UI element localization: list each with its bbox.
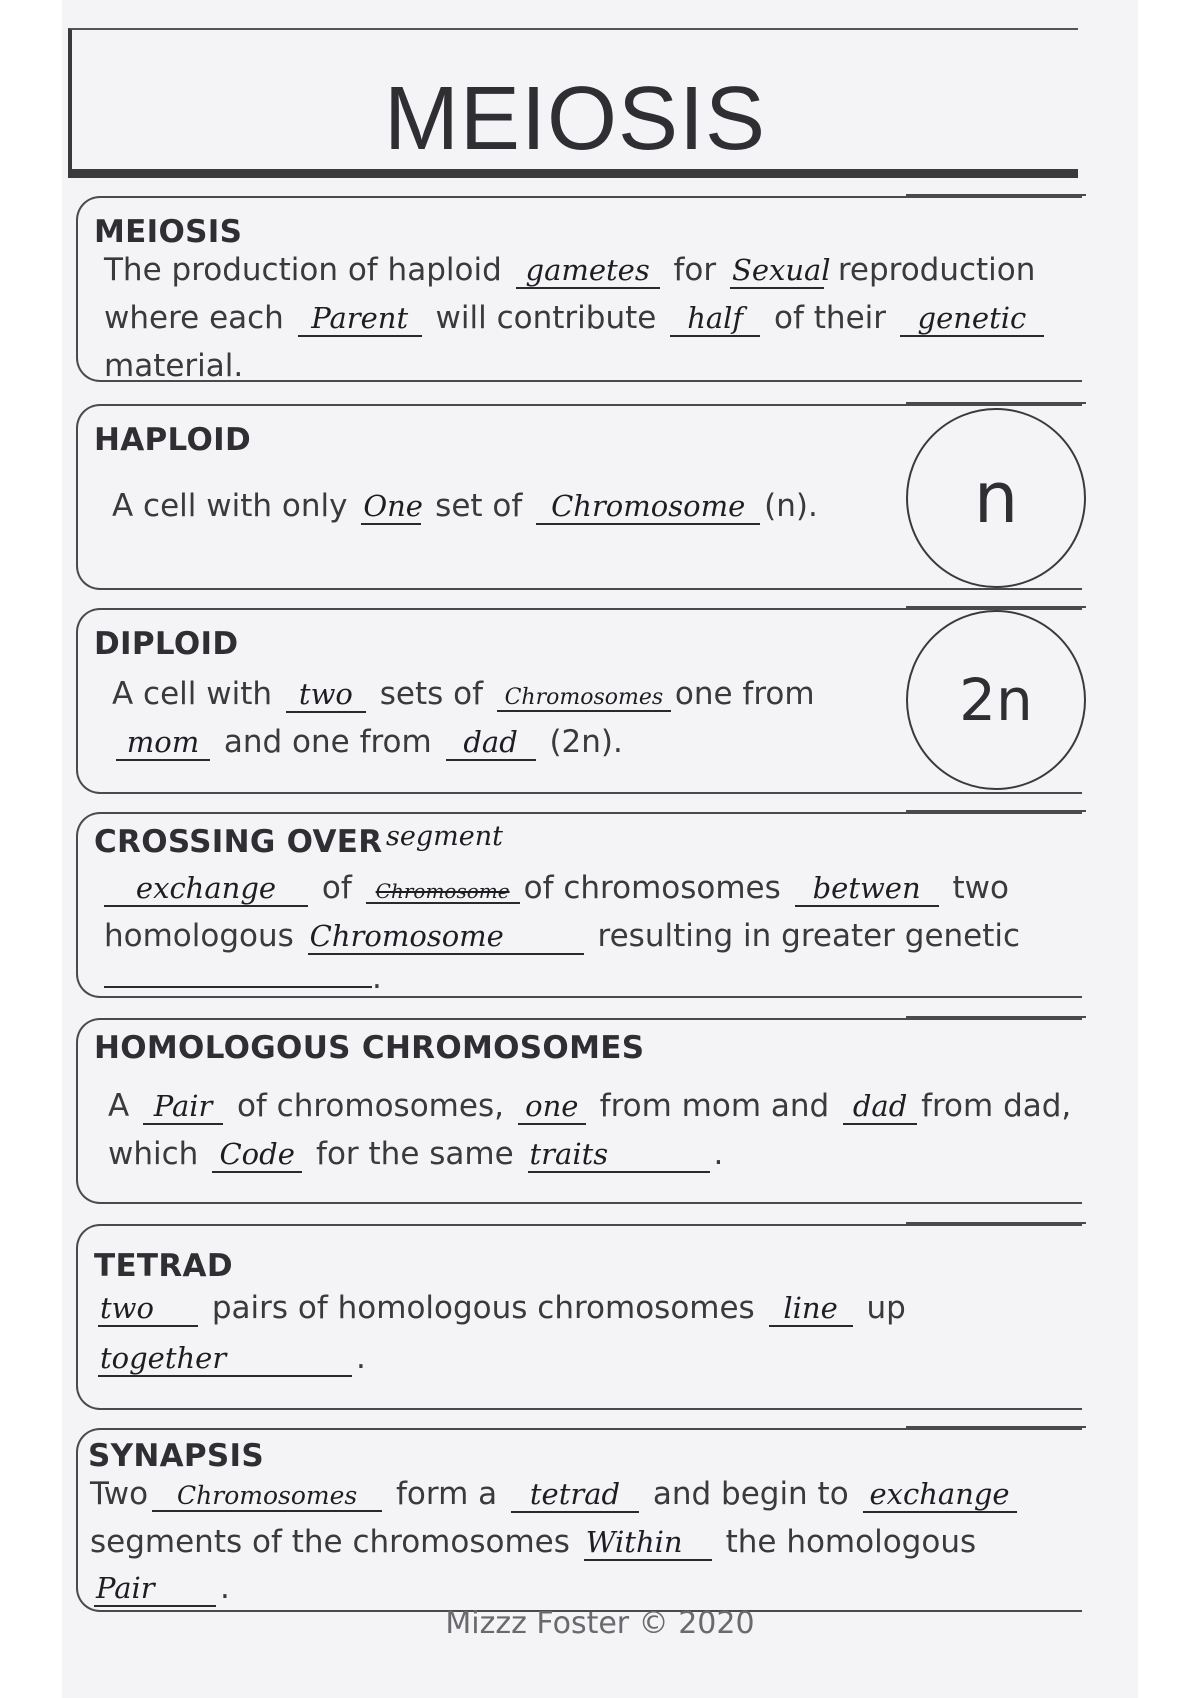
definition-text: .: [220, 1570, 230, 1606]
term-crossing-over: CROSSING OVER: [94, 824, 383, 860]
definition-line: [112, 676, 815, 713]
definition-line: [90, 1570, 230, 1607]
definition-line: [94, 1340, 366, 1377]
handwritten-answer: mom: [116, 727, 210, 761]
handwritten-answer: One: [363, 489, 423, 523]
definition-text: of chromosomes: [523, 870, 781, 906]
definition-text: A: [108, 1088, 130, 1124]
term-synapsis: SYNAPSIS: [88, 1438, 265, 1474]
diploid-symbol: 2n: [959, 666, 1033, 734]
definition-text: two: [952, 870, 1009, 906]
card-crossing-over: [76, 812, 1082, 998]
definition-line: [104, 960, 382, 996]
haploid-symbol: n: [973, 457, 1019, 539]
definition-text: resulting in greater genetic: [597, 918, 1021, 954]
copyright-footer: Mizzz Foster © 2020: [445, 1606, 755, 1641]
term-homologous-chromosomes: HOMOLOGOUS CHROMOSOMES: [94, 1030, 645, 1066]
definition-text: material.: [104, 348, 244, 384]
handwritten-answer: line: [769, 1293, 853, 1327]
handwritten-answer: genetic: [900, 303, 1044, 337]
definition-text: for: [673, 252, 717, 288]
handwritten-answer: one: [518, 1091, 586, 1125]
handwritten-answer: traits: [528, 1139, 710, 1173]
term-haploid: HAPLOID: [94, 422, 252, 458]
definition-text: homologous: [104, 918, 294, 954]
definition-line: [104, 300, 1048, 337]
definition-text: from dad,: [921, 1088, 1072, 1124]
definition-text: reproduction: [837, 252, 1036, 288]
definition-text: set of: [435, 488, 523, 524]
handwritten-answer: dad: [446, 727, 536, 761]
handwritten-note: segment: [386, 821, 503, 852]
definition-text: which: [108, 1136, 199, 1172]
term-meiosis: MEIOSIS: [94, 214, 243, 250]
card-meiosis: [76, 196, 1082, 382]
definition-text: pairs of homologous chromosomes: [211, 1290, 755, 1326]
definition-line: [104, 348, 243, 384]
definition-text: of: [321, 870, 352, 906]
handwritten-answer: Code: [212, 1139, 302, 1173]
card-tetrad: [76, 1224, 1082, 1410]
definition-text: and begin to: [652, 1476, 849, 1512]
definition-text: the homologous: [725, 1524, 977, 1560]
definition-text: one from: [674, 676, 815, 712]
term-diploid: DIPLOID: [94, 626, 239, 662]
definition-line: [90, 1476, 1021, 1513]
handwritten-answer: dad: [843, 1091, 917, 1125]
handwritten-answer: Pair: [94, 1573, 216, 1607]
title-box: [68, 28, 1078, 178]
card-homologous-chromosomes: [76, 1018, 1082, 1204]
handwritten-answer: Sexual: [731, 253, 831, 287]
card-synapsis: [76, 1428, 1082, 1612]
definition-line: [112, 724, 623, 761]
definition-line: [108, 1136, 723, 1173]
handwritten-answer: exchange: [104, 873, 308, 907]
handwritten-answer: two: [286, 679, 366, 713]
definition-text: up: [866, 1290, 906, 1326]
definition-line: [104, 918, 1020, 955]
handwritten-answer: half: [670, 303, 760, 337]
page-title: MEIOSIS: [383, 69, 767, 169]
definition-text: (n).: [764, 488, 818, 524]
handwritten-answer: Chromosome: [536, 491, 760, 525]
definition-text: .: [713, 1136, 724, 1172]
card-haploid: [76, 404, 1082, 590]
definition-text: The production of haploid: [104, 252, 502, 288]
haploid-symbol-circle: [906, 408, 1086, 588]
definition-line: [90, 1524, 976, 1561]
definition-text: from mom and: [599, 1088, 830, 1124]
definition-text: .: [356, 1340, 366, 1376]
definition-text: .: [372, 960, 382, 996]
definition-text: and one from: [223, 724, 432, 760]
definition-line: [104, 252, 1035, 289]
definition-line: [94, 1290, 906, 1327]
handwritten-answer: Chromosomes: [497, 686, 671, 712]
term-tetrad: TETRAD: [94, 1248, 233, 1284]
definition-text: Two: [90, 1476, 149, 1512]
definition-text: segments of the chromosomes: [90, 1524, 570, 1560]
definition-text: where each: [104, 300, 284, 336]
handwritten-answer: tetrad: [511, 1479, 639, 1513]
card-diploid: [76, 608, 1082, 794]
answer-blank: [104, 960, 372, 988]
handwritten-answer: Chromosomes: [152, 1482, 382, 1512]
handwritten-answer: together: [98, 1343, 352, 1377]
diploid-symbol-circle: [906, 610, 1086, 790]
handwritten-answer: Within: [584, 1527, 712, 1561]
definition-text: of chromosomes,: [236, 1088, 504, 1124]
handwritten-answer: betwen: [795, 873, 939, 907]
definition-line: [112, 488, 818, 525]
definition-text: of their: [774, 300, 887, 336]
definition-line: [108, 1088, 1071, 1125]
definition-text: A cell with: [112, 676, 273, 712]
handwritten-answer: Chromosome: [308, 921, 584, 955]
handwritten-answer: Chromosome: [366, 880, 520, 904]
handwritten-answer: exchange: [863, 1479, 1017, 1513]
handwritten-answer: Pair: [143, 1091, 223, 1125]
definition-text: for the same: [316, 1136, 514, 1172]
definition-line: [100, 870, 1009, 907]
definition-text: (2n).: [549, 724, 623, 760]
definition-text: A cell with only: [112, 488, 348, 524]
handwritten-answer: two: [98, 1293, 198, 1327]
definition-text: will contribute: [435, 300, 657, 336]
definition-text: form a: [395, 1476, 498, 1512]
handwritten-answer: Parent: [298, 303, 422, 337]
definition-text: sets of: [379, 676, 484, 712]
handwritten-answer: gametes: [516, 255, 660, 289]
